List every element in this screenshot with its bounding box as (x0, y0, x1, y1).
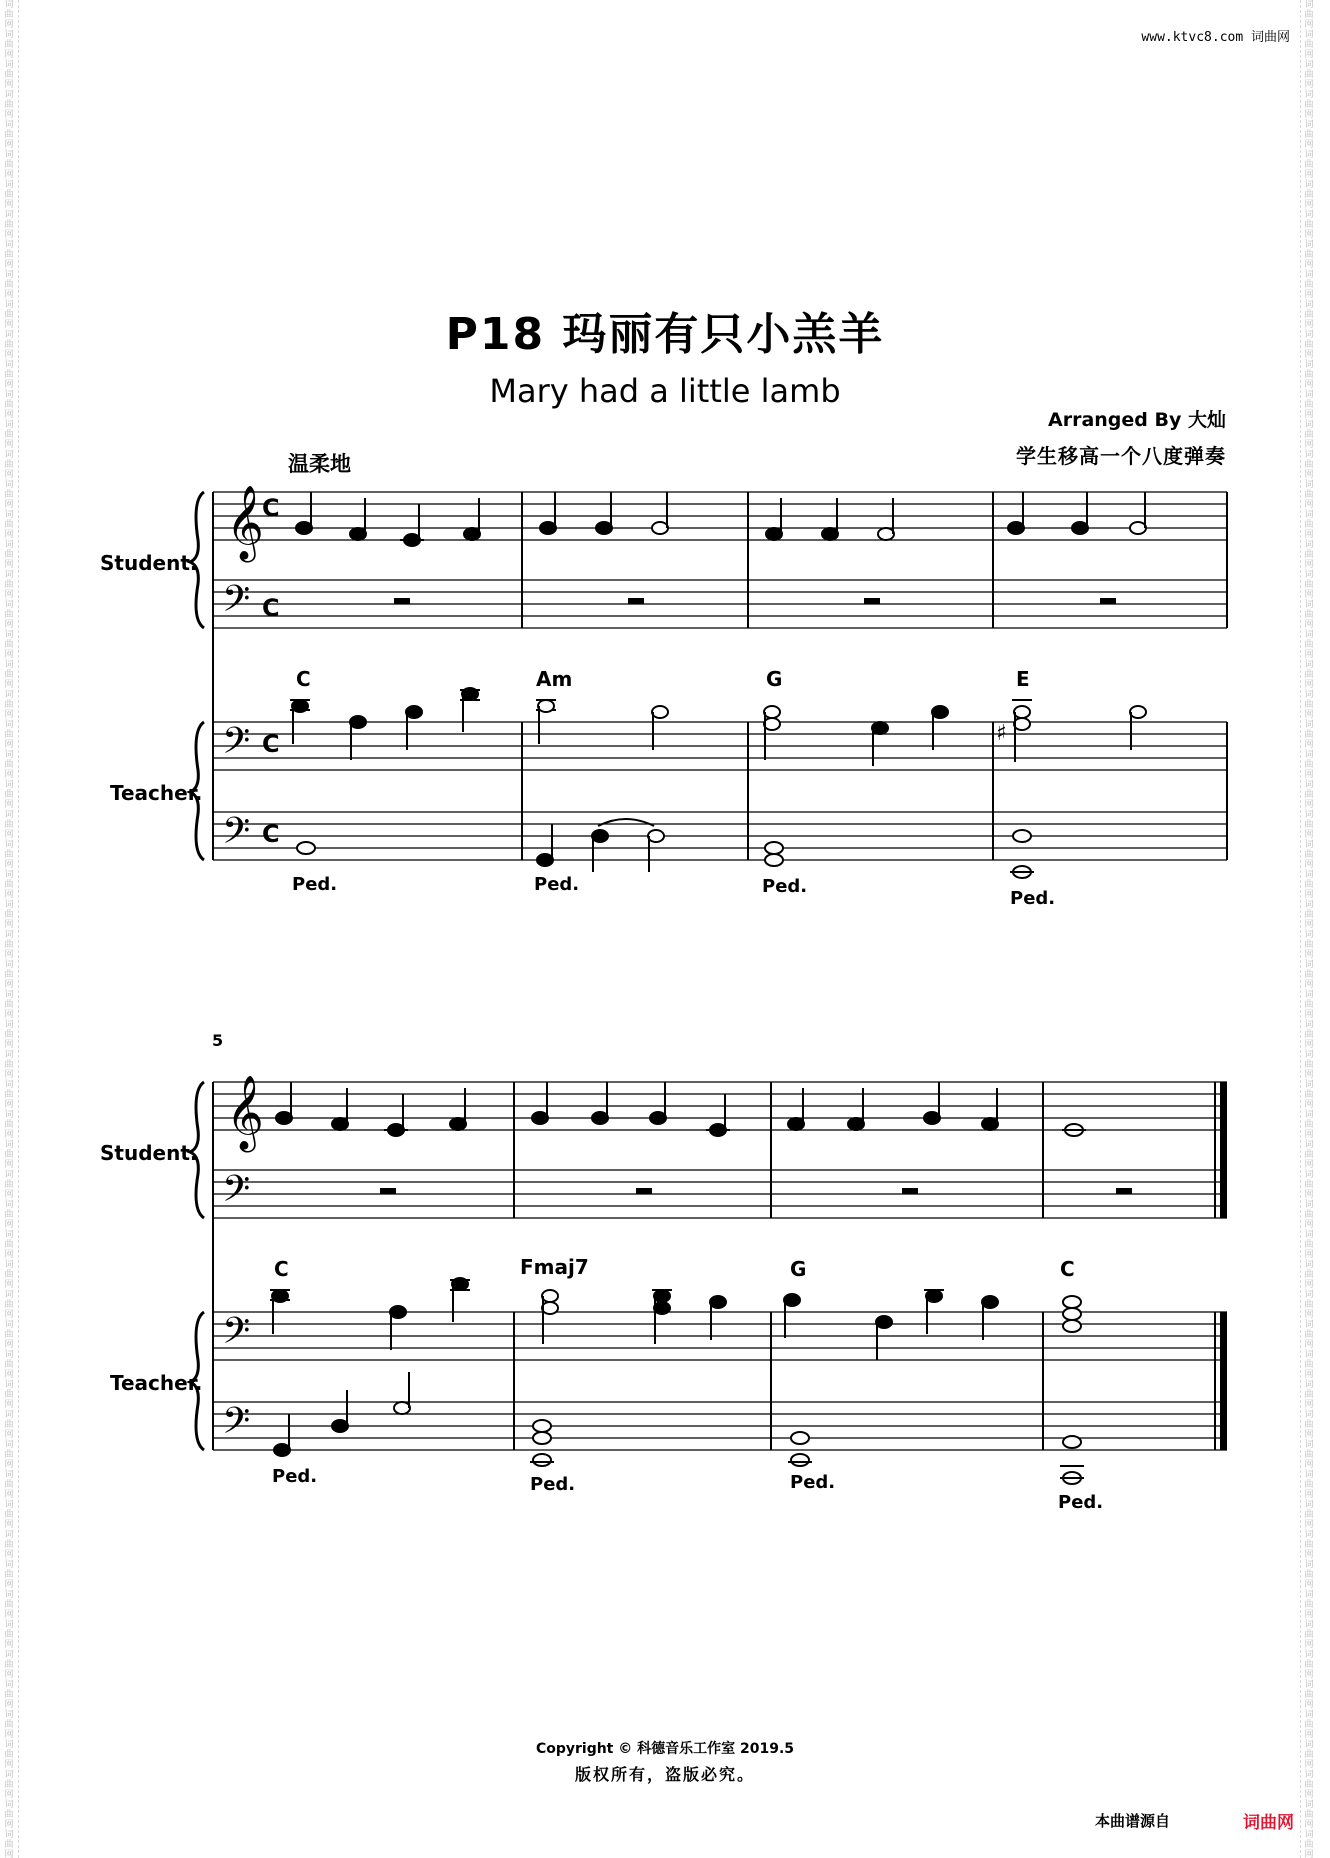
side-watermark-text: 词 曲 网 (1304, 780, 1314, 810)
rights-line: 版权所有，盗版必究。 (574, 1765, 755, 1784)
side-watermark-text: 词 曲 网 (1304, 480, 1314, 510)
student-bass-staff (213, 580, 1227, 628)
side-watermark-text: 词 曲 网 (4, 330, 14, 360)
side-watermark-text: 词 曲 网 (1304, 1380, 1314, 1410)
side-watermark-text: 词 曲 网 (4, 240, 14, 270)
side-watermark-text: 词 曲 网 (1304, 0, 1314, 30)
side-watermark-text: 词 曲 网 (4, 1410, 14, 1440)
final-barline (1220, 1082, 1227, 1218)
octave-instruction: 学生移高一个八度弹奏 (1016, 444, 1226, 468)
chord-symbol: G (766, 667, 783, 691)
side-watermark-text: 词 曲 网 (4, 420, 14, 450)
side-watermark-text: 词 曲 网 (4, 780, 14, 810)
bass-clef-icon: 𝄢 (222, 1168, 251, 1219)
side-watermark-text: 词 曲 网 (1304, 1020, 1314, 1050)
side-watermark-text: 词 曲 网 (4, 120, 14, 150)
side-watermark-text: 词 曲 网 (4, 1320, 14, 1350)
side-watermark-text: 词 曲 网 (1304, 930, 1314, 960)
side-watermark-text: 词 曲 网 (1304, 1440, 1314, 1470)
time-signature: C (262, 594, 280, 622)
part-label-teacher: Teacher. (110, 781, 203, 805)
side-watermark-text: 词 曲 网 (1304, 30, 1314, 60)
side-watermark-text: 词 曲 网 (1304, 540, 1314, 570)
pedal-mark: Ped. (530, 1474, 576, 1495)
side-watermark-text: 词 曲 网 (4, 990, 14, 1020)
side-watermark-text: 词 曲 网 (1304, 1080, 1314, 1110)
side-watermark-text: 词 曲 网 (1304, 1320, 1314, 1350)
side-watermark-text: 词 曲 网 (4, 1380, 14, 1410)
side-watermark-text: 词 曲 网 (4, 1260, 14, 1290)
time-signature: C (262, 820, 280, 848)
side-watermark-text: 词 曲 网 (1304, 390, 1314, 420)
side-watermark-text: 词 曲 网 (1304, 990, 1314, 1020)
side-watermark-text: 词 曲 网 (4, 690, 14, 720)
bass-clef-icon: 𝄢 (222, 1310, 251, 1361)
side-watermark-text: 词 曲 网 (1304, 1800, 1314, 1830)
pedal-mark: Ped. (1058, 1492, 1104, 1513)
side-watermark-text: 词 曲 网 (1304, 1200, 1314, 1230)
side-watermark-text: 词 曲 网 (1304, 1590, 1314, 1620)
side-watermark-text: 词 曲 网 (4, 60, 14, 90)
side-watermark-text: 词 曲 网 (4, 30, 14, 60)
treble-clef-icon: 𝄞 (226, 1076, 264, 1150)
side-watermark-text: 词 曲 网 (4, 1440, 14, 1470)
side-watermark-text: 词 曲 网 (4, 840, 14, 870)
bass-clef-icon: 𝄢 (222, 810, 251, 861)
teacher-bass-system-2 (274, 1372, 1084, 1484)
side-watermark-text: 词 曲 网 (4, 1110, 14, 1140)
side-watermark-text: 词 曲 网 (4, 1170, 14, 1200)
side-watermark-text: 词 曲 网 (1304, 870, 1314, 900)
measure-number: 5 (212, 1031, 224, 1050)
chord-symbol: E (1016, 667, 1030, 691)
chord-symbol: Am (536, 667, 573, 691)
pedal-mark: Ped. (272, 1466, 318, 1487)
side-watermark-text: 词 曲 网 (4, 1200, 14, 1230)
teacher-bass-staff (213, 812, 1227, 860)
tempo-marking: 温柔地 (288, 452, 351, 476)
chord-symbol: C (274, 1257, 289, 1281)
side-watermark-text: 词 曲 网 (4, 1680, 14, 1710)
side-watermark-text: 词 曲 网 (1304, 1560, 1314, 1590)
side-watermark-text: 词 曲 网 (4, 600, 14, 630)
side-watermark-text: 词 曲 网 (1304, 840, 1314, 870)
side-watermark-text: 词 曲 网 (1304, 360, 1314, 390)
side-watermark-text: 词 曲 网 (1304, 1500, 1314, 1530)
side-watermark-text: 词 曲 网 (1304, 600, 1314, 630)
bass-clef-icon: 𝄢 (222, 720, 251, 771)
source-label: 本曲谱源自 (1095, 1812, 1171, 1830)
student-treble-staff-2 (213, 1082, 1227, 1130)
side-watermark-text: 词 曲 网 (1304, 900, 1314, 930)
side-watermark-text: 词 曲 网 (1304, 960, 1314, 990)
side-watermark-text: 词 曲 网 (1304, 180, 1314, 210)
student-melody-system-1 (296, 492, 1146, 546)
side-watermark-text: 词 曲 网 (4, 1080, 14, 1110)
side-watermark-text: 词 曲 网 (4, 630, 14, 660)
side-watermark-text: 词 曲 网 (4, 1800, 14, 1830)
pedal-mark: Ped. (1010, 888, 1056, 909)
half-rests-system-1 (394, 598, 1116, 604)
side-watermark-text: 词 曲 网 (4, 570, 14, 600)
side-watermark-text: 词 曲 网 (4, 180, 14, 210)
side-watermark-text: 词 曲 网 (1304, 1770, 1314, 1800)
side-watermark-text: 词 曲 网 (1304, 1110, 1314, 1140)
pedal-mark: Ped. (790, 1472, 836, 1493)
part-label-student: Student. (100, 551, 198, 575)
side-watermark-text: 词 曲 网 (1304, 510, 1314, 540)
side-watermark-text: 词 曲 网 (1304, 1830, 1314, 1858)
treble-clef-icon: 𝄞 (226, 486, 264, 560)
side-watermark-text: 词 曲 网 (1304, 810, 1314, 840)
page-subtitle: Mary had a little lamb (489, 372, 841, 410)
side-watermark-text: 词 曲 网 (1304, 420, 1314, 450)
side-watermark-text: 词 曲 网 (1304, 1620, 1314, 1650)
side-watermark-text: 词 曲 网 (1304, 60, 1314, 90)
side-watermark-text: 词 曲 网 (1304, 1710, 1314, 1740)
teacher-treble-system-1 (290, 688, 1146, 766)
side-watermark-text: 词 曲 网 (4, 210, 14, 240)
side-watermark-text: 词 曲 网 (4, 930, 14, 960)
half-rests-system-2 (380, 1188, 1132, 1194)
side-watermark-text: 词 曲 网 (4, 300, 14, 330)
side-watermark-text: 词 曲 网 (1304, 1680, 1314, 1710)
side-watermark-text: 词 曲 网 (4, 1590, 14, 1620)
side-watermark-text: 词 曲 网 (4, 1500, 14, 1530)
side-watermark-text: 词 曲 网 (4, 720, 14, 750)
pedal-mark: Ped. (762, 876, 808, 897)
site-watermark: www.ktvc8.com 词曲网 (1141, 30, 1290, 45)
side-watermark-text: 词 曲 网 (1304, 210, 1314, 240)
final-barline (1220, 1312, 1227, 1450)
side-watermark-text: 词 曲 网 (4, 510, 14, 540)
copyright-line: Copyright © 科德音乐工作室 2019.5 (535, 1741, 795, 1757)
side-watermark-text: 词 曲 网 (1304, 1650, 1314, 1680)
side-watermark-text: 词 曲 网 (1304, 450, 1314, 480)
side-watermark-text: 词 曲 网 (1304, 1140, 1314, 1170)
side-watermark-text: 词 曲 网 (4, 480, 14, 510)
side-watermark-text: 词 曲 网 (1304, 270, 1314, 300)
side-watermark-text: 词 曲 网 (1304, 750, 1314, 780)
side-watermark-text: 词 曲 网 (1304, 1410, 1314, 1440)
source-brand-link[interactable]: 词曲网 (1243, 1813, 1294, 1833)
side-watermark-text: 词 曲 网 (4, 1530, 14, 1560)
side-watermark-text: 词 曲 网 (1304, 330, 1314, 360)
time-signature: C (262, 730, 280, 758)
side-watermark-text: 词 曲 网 (4, 1050, 14, 1080)
pedal-mark: Ped. (534, 874, 580, 895)
part-label-teacher: Teacher. (110, 1371, 203, 1395)
side-watermark-text: 词 曲 网 (4, 1620, 14, 1650)
side-watermark-text: 词 曲 网 (4, 1740, 14, 1770)
side-watermark-text: 词 曲 网 (4, 1560, 14, 1590)
time-signature: C (262, 494, 280, 522)
side-watermark-text: 词 曲 网 (4, 810, 14, 840)
arranger-credit: Arranged By 大灿 (1048, 409, 1226, 431)
student-melody-system-2 (276, 1082, 1086, 1136)
side-watermark-text: 词 曲 网 (1304, 1350, 1314, 1380)
side-watermark-text: 词 曲 网 (1304, 1290, 1314, 1320)
side-watermark-text: 词 曲 网 (1304, 300, 1314, 330)
side-watermark-text: 词 曲 网 (1304, 630, 1314, 660)
side-watermark-text: 词 曲 网 (4, 1710, 14, 1740)
side-watermark-text: 词 曲 网 (4, 1350, 14, 1380)
side-watermark-text: 词 曲 网 (4, 360, 14, 390)
side-watermark-text: 词 曲 网 (4, 150, 14, 180)
side-watermark-text: 词 曲 网 (4, 390, 14, 420)
side-watermark-text: 词 曲 网 (1304, 570, 1314, 600)
side-watermark-text: 词 曲 网 (1304, 660, 1314, 690)
side-watermark-text: 词 曲 网 (4, 270, 14, 300)
side-watermark-text: 词 曲 网 (1304, 150, 1314, 180)
side-watermark-text: 词 曲 网 (1304, 1530, 1314, 1560)
chord-symbol: C (296, 667, 311, 691)
side-watermark-text: 词 曲 网 (4, 1770, 14, 1800)
side-watermark-text: 词 曲 网 (4, 0, 14, 30)
side-watermark-text: 词 曲 网 (4, 1020, 14, 1050)
side-watermark-text: 词 曲 网 (1304, 1260, 1314, 1290)
side-watermark-text: 词 曲 网 (4, 900, 14, 930)
side-watermark-text: 词 曲 网 (1304, 1740, 1314, 1770)
side-watermark-text: 词 曲 网 (4, 960, 14, 990)
bass-clef-icon: 𝄢 (222, 578, 251, 629)
side-watermark-text: 词 曲 网 (1304, 720, 1314, 750)
system-1 (190, 492, 1227, 860)
bass-clef-icon: 𝄢 (222, 1400, 251, 1451)
side-watermark-text: 词 曲 网 (4, 540, 14, 570)
side-watermark-text: 词 曲 网 (1304, 90, 1314, 120)
side-watermark-text: 词 曲 网 (4, 1140, 14, 1170)
side-watermark-text: 词 曲 网 (4, 1230, 14, 1260)
side-watermark-text: 词 曲 网 (4, 1650, 14, 1680)
part-label-student: Student. (100, 1141, 198, 1165)
page-title: P18 玛丽有只小羔羊 (445, 309, 885, 360)
side-watermark-text: 词 曲 网 (4, 1470, 14, 1500)
side-watermark-text: 词 曲 网 (4, 450, 14, 480)
pedal-mark: Ped. (292, 874, 338, 895)
side-watermark-text: 词 曲 网 (4, 870, 14, 900)
sharp-icon: ♯ (996, 721, 1007, 746)
side-watermark-text: 词 曲 网 (4, 90, 14, 120)
student-bass-staff-2 (213, 1170, 1227, 1218)
teacher-treble-staff (213, 722, 1227, 770)
side-watermark-text: 词 曲 网 (1304, 240, 1314, 270)
side-watermark-text: 词 曲 网 (1304, 1470, 1314, 1500)
side-watermark-text: 词 曲 网 (1304, 1050, 1314, 1080)
side-watermark-text: 词 曲 网 (4, 1830, 14, 1858)
side-watermark-text: 词 曲 网 (4, 750, 14, 780)
chord-symbol: G (790, 1257, 807, 1281)
side-watermark-text: 词 曲 网 (1304, 690, 1314, 720)
side-watermark-text: 词 曲 网 (1304, 1230, 1314, 1260)
side-watermark-text: 词 曲 网 (1304, 120, 1314, 150)
barlines (522, 492, 1227, 860)
side-watermark-text: 词 曲 网 (1304, 1170, 1314, 1200)
side-watermark-text: 词 曲 网 (4, 1290, 14, 1320)
side-watermark-text: 词 曲 网 (4, 660, 14, 690)
chord-symbol: Fmaj7 (520, 1255, 589, 1279)
chord-symbol: C (1060, 1257, 1075, 1281)
